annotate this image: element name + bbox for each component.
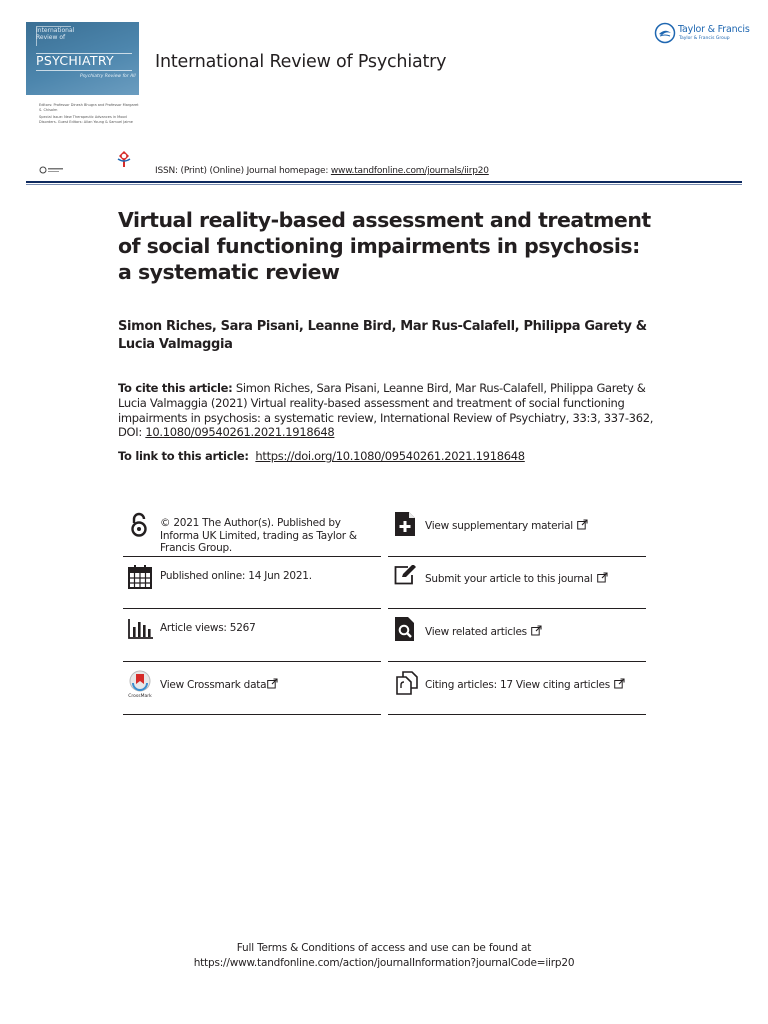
cover-editors [39,103,139,124]
submit-article-link[interactable] [388,565,646,609]
related-articles-link[interactable] [388,617,646,662]
issn-line [155,166,489,176]
article-link-line [118,449,678,463]
calendar-icon [128,565,152,589]
footer-line-1: Full Terms & Conditions of access and use can be found at [236,942,532,954]
cover-tagline: Psychiatry Review for All [80,74,136,79]
cover-big-title: PSYCHIATRY [36,53,114,68]
cell-divider [123,608,381,609]
open-access-badge [116,150,132,172]
issn-text: ISSN: (Print) (Online) Journal homepage: [155,166,331,176]
license-info [123,512,381,557]
views-text: Article views: 5267 [160,622,256,634]
related-text: View related articles [425,626,527,638]
published-text: Published online: 14 Jun 2021. [160,570,312,582]
taylor-francis-icon [654,22,676,44]
cover-editors-text: Editors: Professor Dinesh Bhugra and Professor Margaret S. Chisolm [39,103,139,112]
external-link-icon [531,625,542,636]
citing-label [425,678,625,692]
cell-divider [123,661,381,662]
article-doi-link[interactable]: https://doi.org/10.1080/09540261.2021.1918648 [255,449,525,463]
open-access-icon [127,512,151,538]
article-views [123,617,381,662]
footer-terms [0,941,768,971]
publisher-subtitle: Taylor & Francis Group [679,36,730,41]
cite-text: Simon Riches, Sara Pisani, Leanne Bird, Mar Rus-Calafell, Philippa Garety & Lucia Valmaggia (2021) Virtual reality-based assessment and treatment of social functioning impairments in psychosis: a systematic review, International Review of Psychiatry, 33:3, 337-362, DOI: [118,381,654,440]
article-title: Virtual reality-based assessment and treatment of social functioning impairments in psychosis: a systematic review [118,208,651,284]
cover-special-issue: Special Issue: New Therapeutic Advances in Mood Disorders. Guest Editors: Allan Young & Samuel Jaime [39,115,133,124]
external-link-icon [267,678,278,689]
citation-block [118,381,658,440]
cell-divider [388,556,646,557]
footer-terms-url[interactable]: https://www.tandfonline.com/action/journalInformation?journalCode=iirp20 [193,957,575,969]
article-authors: Simon Riches, Sara Pisani, Leanne Bird, Mar Rus-Calafell, Philippa Garety & Lucia Valmaggia [118,319,647,352]
citing-text: Citing articles: 17 View citing articles [425,679,610,691]
journal-cover-image [26,22,139,95]
supplementary-icon [395,512,417,536]
cell-divider [388,608,646,609]
supplementary-material-link[interactable] [388,512,646,557]
routledge-icon [39,165,65,175]
crossmark-icon [126,670,154,698]
cover-small-title: International Review of [36,27,75,41]
journal-title: International Review of Psychiatry [155,52,447,72]
submit-label [425,572,608,586]
cell-divider [388,714,646,715]
cite-label: To cite this article: [118,381,233,395]
citing-articles-icon [395,671,419,695]
header-rule-thin [26,184,742,185]
publisher-name: Taylor & Francis [678,24,750,35]
external-link-icon [577,519,588,530]
external-link-icon [597,572,608,583]
cite-doi-link[interactable]: 10.1080/09540261.2021.1918648 [145,425,335,440]
license-text: © 2021 The Author(s). Published by Informa UK Limited, trading as Taylor & Francis Group. [160,517,357,554]
cell-divider [388,661,646,662]
bar-chart-icon [128,619,154,639]
supplementary-text: View supplementary material [425,520,573,532]
crossmark-link[interactable] [123,670,381,715]
header-rule [26,181,742,183]
published-online [123,565,381,609]
cell-divider [123,556,381,557]
crossmark-text: View Crossmark data [160,679,267,691]
citing-articles-link[interactable] [388,670,646,715]
crossmark-label [160,678,278,692]
taylor-francis-logo [654,22,676,48]
external-link-icon [614,678,625,689]
edit-icon [394,565,418,585]
cell-divider [123,714,381,715]
link-label: To link to this article: [118,449,249,463]
svg-text:CrossMark: CrossMark [128,694,152,698]
related-articles-icon [395,617,417,641]
journal-homepage-link[interactable]: www.tandfonline.com/journals/iirp20 [330,166,489,176]
related-label [425,625,542,639]
supplementary-label [425,519,588,533]
submit-text: Submit your article to this journal [425,573,593,585]
cover-publisher-logo [39,160,65,179]
